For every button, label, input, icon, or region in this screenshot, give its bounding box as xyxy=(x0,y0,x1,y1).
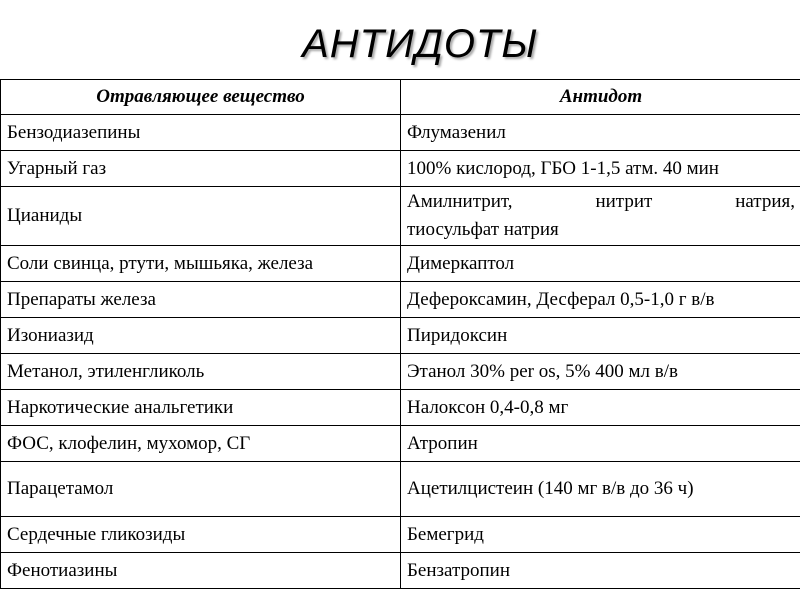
table-row xyxy=(1,426,800,462)
table-row xyxy=(1,390,800,426)
substance-cell: ФОС, клофелин, мухомор, СГ xyxy=(1,426,401,462)
antidote-cell xyxy=(401,187,800,246)
antidote-line-2: тиосульфат натрия xyxy=(407,219,559,240)
table-row xyxy=(1,246,800,282)
substance-cell: Бензодиазепины xyxy=(1,115,401,151)
antidote-cell: Дефероксамин, Десферал 0,5-1,0 г в/в xyxy=(401,282,800,318)
antidote-cell: 100% кислород, ГБО 1-1,5 атм. 40 мин xyxy=(401,151,800,187)
antidote-cell: Пиридоксин xyxy=(401,318,800,354)
antidote-line-1 xyxy=(407,188,795,216)
table-row xyxy=(1,354,800,390)
substance-cell: Изониазид xyxy=(1,318,401,354)
table-row xyxy=(1,318,800,354)
substance-cell: Парацетамол xyxy=(1,462,401,517)
table-header-row xyxy=(1,80,800,115)
substance-cell: Цианиды xyxy=(1,187,401,246)
antidote-word: нитрит xyxy=(595,191,653,212)
table-row xyxy=(1,187,800,246)
antidote-cell: Атропин xyxy=(401,426,800,462)
substance-cell: Угарный газ xyxy=(1,151,401,187)
antidote-cell: Бемегрид xyxy=(401,517,800,553)
substance-cell: Метанол, этиленгликоль xyxy=(1,354,401,390)
table-row xyxy=(1,151,800,187)
antidotes-table xyxy=(0,79,800,589)
antidote-cell: Флумазенил xyxy=(401,115,800,151)
antidote-cell: Бензатропин xyxy=(401,553,800,589)
antidote-cell: Димеркаптол xyxy=(401,246,800,282)
table-row xyxy=(1,462,800,517)
substance-cell: Сердечные гликозиды xyxy=(1,517,401,553)
antidote-word: Амилнитрит, xyxy=(407,191,513,212)
antidote-cell: Налоксон 0,4-0,8 мг xyxy=(401,390,800,426)
substance-cell: Препараты железа xyxy=(1,282,401,318)
column-header-antidote: Антидот xyxy=(401,80,800,115)
substance-cell: Наркотические анальгетики xyxy=(1,390,401,426)
substance-cell: Соли свинца, ртути, мышьяка, железа xyxy=(1,246,401,282)
antidote-cell: Ацетилцистеин (140 мг в/в до 36 ч) xyxy=(401,462,800,517)
table-row xyxy=(1,115,800,151)
column-header-substance: Отравляющее вещество xyxy=(1,80,401,115)
page-title: АНТИДОТЫ xyxy=(302,22,538,66)
table-row xyxy=(1,282,800,318)
table-row xyxy=(1,553,800,589)
substance-cell: Фенотиазины xyxy=(1,553,401,589)
antidote-cell: Этанол 30% per os, 5% 400 мл в/в xyxy=(401,354,800,390)
table-row xyxy=(1,517,800,553)
antidote-word: натрия, xyxy=(735,191,795,212)
